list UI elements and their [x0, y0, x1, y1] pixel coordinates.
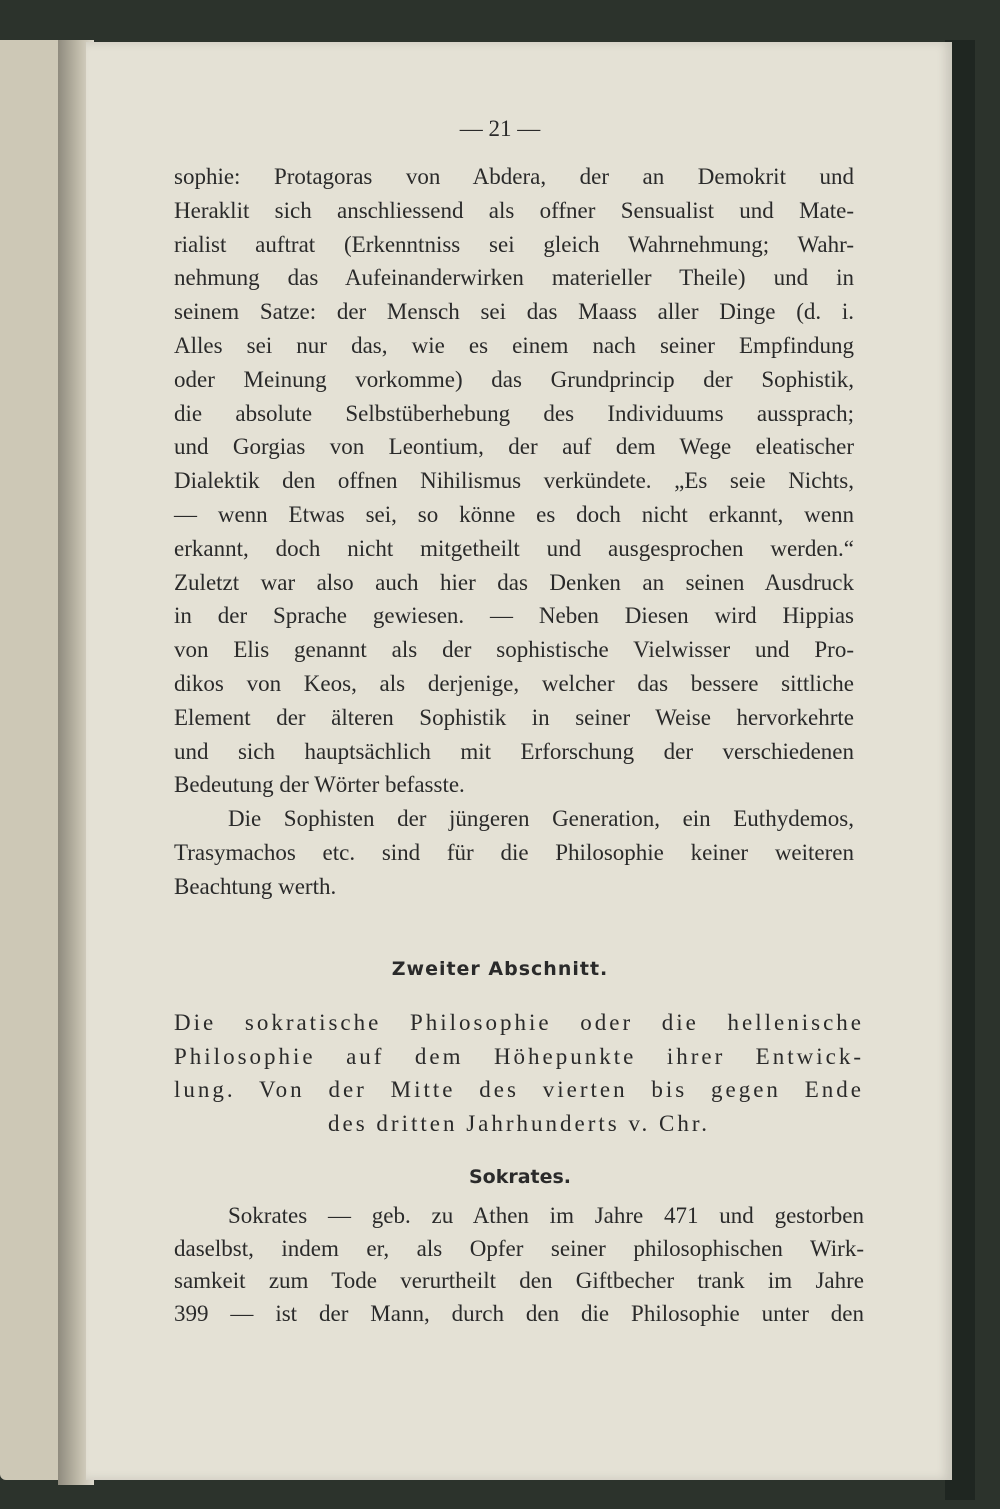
text-line: Trasymachos etc. sind für die Philosophie keiner weiteren [174, 839, 854, 865]
text-line: — wenn Etwas sei, so könne es doch nicht erkannt, wenn [174, 501, 854, 527]
text-line: Element der älteren Sophistik in seiner Weise hervorkehrte [174, 704, 854, 730]
text-line: daselbst, indem er, als Opfer seiner philosophischen Wirk- [174, 1235, 864, 1261]
subtitle-line: des dritten Jahrhunderts v. Chr. [328, 1110, 710, 1136]
section-heading: Zweiter Abschnitt. [391, 958, 609, 980]
text-line: Bedeutung der Wörter befasste. [174, 772, 465, 798]
subtitle-line: Die sokratische Philosophie oder die hellenische [174, 1010, 864, 1035]
text-line: seinem Satze: der Mensch sei das Maass aller Dinge (d. i. [174, 299, 854, 325]
subtitle-line: Philosophie auf dem Höhepunkte ihrer Entwick- [174, 1043, 864, 1069]
left-page-edge [0, 40, 62, 1480]
subtitle-line: lung. Von der Mitte des vierten bis gegen Ende [174, 1077, 864, 1102]
text-line: von Elis genannt als der sophistische Vielwisser und Pro- [174, 637, 854, 663]
text-line: Sokrates — geb. zu Athen im Jahre 471 und gestorben [228, 1203, 864, 1228]
text-line: dikos von Keos, als derjenige, welcher das bessere sittliche [174, 670, 854, 696]
text-line: 399 — ist der Mann, durch den die Philosophie unter den [174, 1300, 864, 1326]
text-line: und sich hauptsächlich mit Erforschung der verschiedenen [174, 738, 854, 764]
person-heading: Sokrates. [468, 1166, 572, 1188]
text-line: erkannt, doch nicht mitgetheilt und ausgesprochen werden.“ [174, 535, 854, 561]
text-line: oder Meinung vorkomme) das Grundprincip der Sophistik, [174, 366, 854, 392]
text-line: samkeit zum Tode verurtheilt den Giftbecher trank im Jahre [174, 1268, 864, 1293]
text-line: und Gorgias von Leontium, der auf dem Wege eleatischer [174, 434, 854, 460]
text-line: Die Sophisten der jüngeren Generation, ein Euthydemos, [228, 806, 854, 832]
page-number: — 21 — [459, 116, 541, 141]
section-subtitle [174, 1006, 864, 1140]
text-line: Alles sei nur das, wie es einem nach seiner Empfindung [174, 332, 854, 358]
text-line: rialist auftrat (Erkenntniss sei gleich Wahrnehmung; Wahr- [174, 231, 854, 257]
text-line: Zuletzt war also auch hier das Denken an seinen Ausdruck [174, 569, 854, 595]
text-line: Dialektik den offnen Nihilismus verkündete. „Es seie Nichts, [174, 468, 854, 494]
text-line: Heraklit sich anschliessend als offner Sensualist und Mate- [174, 197, 854, 223]
text-line: Beachtung werth. [174, 873, 337, 899]
body-text [174, 160, 854, 904]
final-paragraph [174, 1200, 864, 1330]
text-line: sophie: Protagoras von Abdera, der an Demokrit und [174, 164, 854, 189]
text-line: nehmung das Aufeinanderwirken materieller Theile) und in [174, 265, 854, 291]
text-line: die absolute Selbstüberhebung des Individuums aussprach; [174, 400, 854, 426]
text-line: in der Sprache gewiesen. — Neben Diesen wird Hippias [174, 603, 854, 629]
